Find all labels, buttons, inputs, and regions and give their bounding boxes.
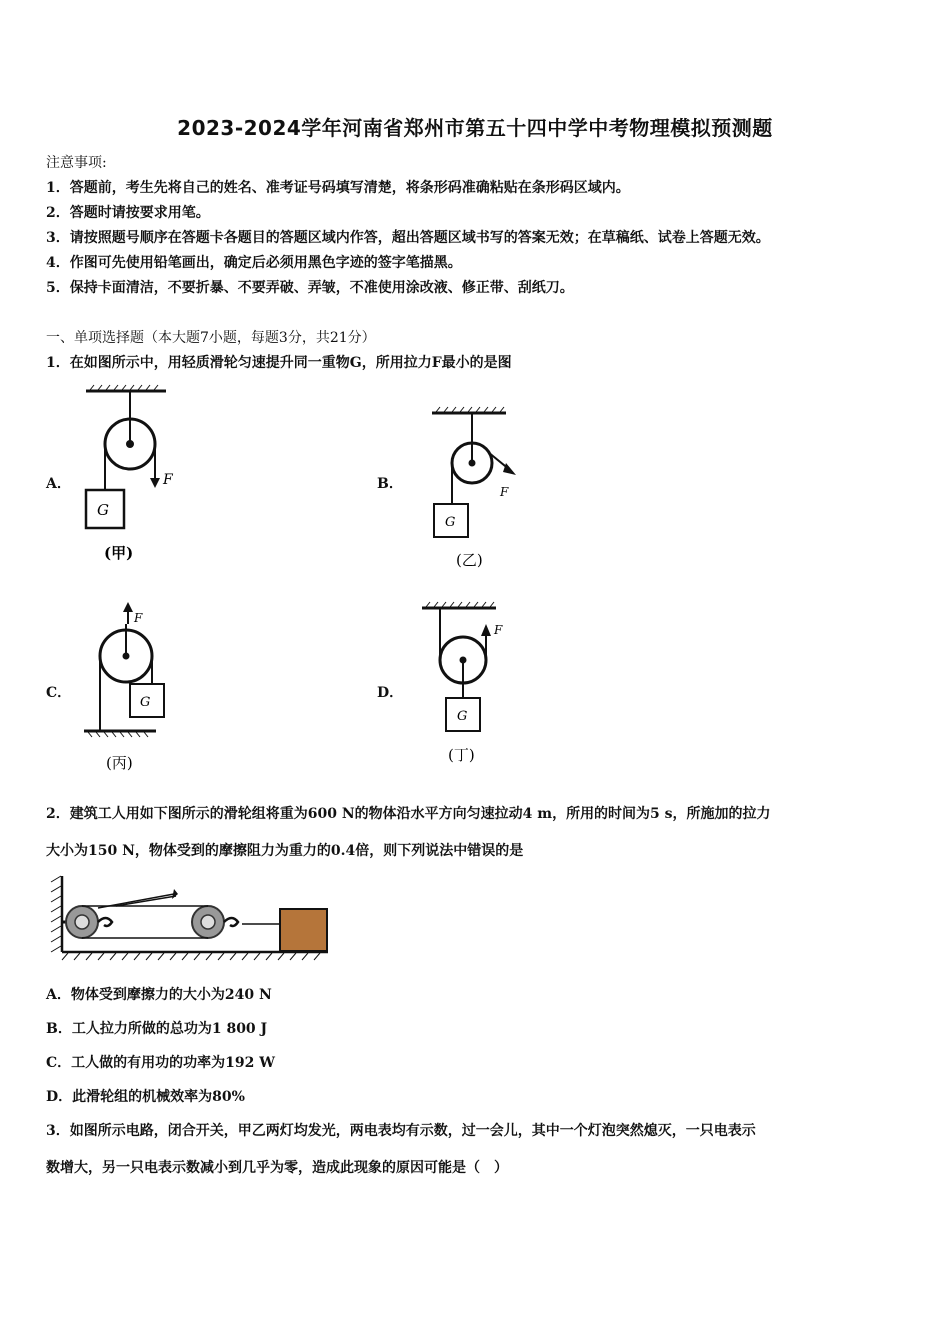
force-label: F xyxy=(163,472,173,488)
notice-heading: 注意事项: xyxy=(46,155,107,171)
figure-caption: (丙) xyxy=(106,754,133,772)
notice-item: 4．作图可先使用铅笔画出，确定后必须用黑色字迹的签字笔描黑。 xyxy=(46,255,462,271)
weight-label: G xyxy=(445,515,456,530)
weight-label: G xyxy=(140,695,151,710)
q2-option-d: D．此滑轮组的机械效率为80% xyxy=(46,1089,245,1105)
option-c-letter: C． xyxy=(46,685,72,701)
page-title: 2023-2024学年河南省郑州市第五十四中学中考物理模拟预测题 xyxy=(177,116,773,140)
question-3-stem-line1: 3．如图所示电路，闭合开关，甲乙两灯均发光，两电表均有示数，过一会儿，其中一个灯泡突然熄灭，一只电表示 xyxy=(46,1123,756,1139)
pulley-system-diagram xyxy=(46,872,336,964)
option-a-letter: A． xyxy=(46,476,71,492)
notice-item: 2．答题时请按要求用笔。 xyxy=(46,205,210,221)
q2-option-c: C．工人做的有用功的功率为192 W xyxy=(46,1055,275,1071)
pulley-diagram-c xyxy=(78,598,188,778)
question-2-stem-line2: 大小为150 N，物体受到的摩擦阻力为重力的0.4倍，则下列说法中错误的是 xyxy=(46,843,524,859)
q2-option-b: B．工人拉力所做的总功为1 800 J xyxy=(46,1021,268,1037)
option-b-letter: B． xyxy=(377,476,403,492)
option-d-letter: D． xyxy=(377,685,404,701)
pulley-diagram-a xyxy=(70,380,190,570)
figure-caption: (丁) xyxy=(448,746,475,764)
q2-option-a: A．物体受到摩擦力的大小为240 N xyxy=(46,987,272,1003)
force-label: F xyxy=(134,611,143,625)
figure-caption: (乙) xyxy=(456,551,483,569)
weight-label: G xyxy=(97,501,109,519)
question-1-stem: 1．在如图所示中，用轻质滑轮匀速提升同一重物G，所用拉力F最小的是图 xyxy=(46,355,512,371)
pulley-diagram-d xyxy=(410,596,530,776)
wooden-block xyxy=(280,909,327,951)
question-2-stem-line1: 2．建筑工人用如下图所示的滑轮组将重为600 N的物体沿水平方向匀速拉动4 m，所用的时间为5 s，所施加的拉力 xyxy=(46,806,771,822)
force-label: F xyxy=(500,485,509,499)
question-3-stem-line2: 数增大，另一只电表示数减小到几乎为零，造成此现象的原因可能是（ ） xyxy=(46,1160,508,1176)
figure-caption: (甲) xyxy=(104,544,134,562)
section-heading: 一、单项选择题（本大题7小题，每题3分，共21分） xyxy=(46,330,376,346)
notice-item: 5．保持卡面清洁，不要折暴、不要弄破、弄皱，不准使用涂改液、修正带、刮纸刀。 xyxy=(46,280,574,296)
notice-item: 1．答题前，考生先将自己的姓名、准考证号码填写清楚，将条形码准确粘贴在条形码区域内。 xyxy=(46,180,630,196)
pulley-diagram-b xyxy=(420,400,530,575)
force-label: F xyxy=(494,623,503,637)
notice-item: 3．请按照题号顺序在答题卡各题目的答题区域内作答，超出答题区域书写的答案无效；在草稿纸、试卷上答题无效。 xyxy=(46,230,770,246)
weight-label: G xyxy=(457,709,468,724)
